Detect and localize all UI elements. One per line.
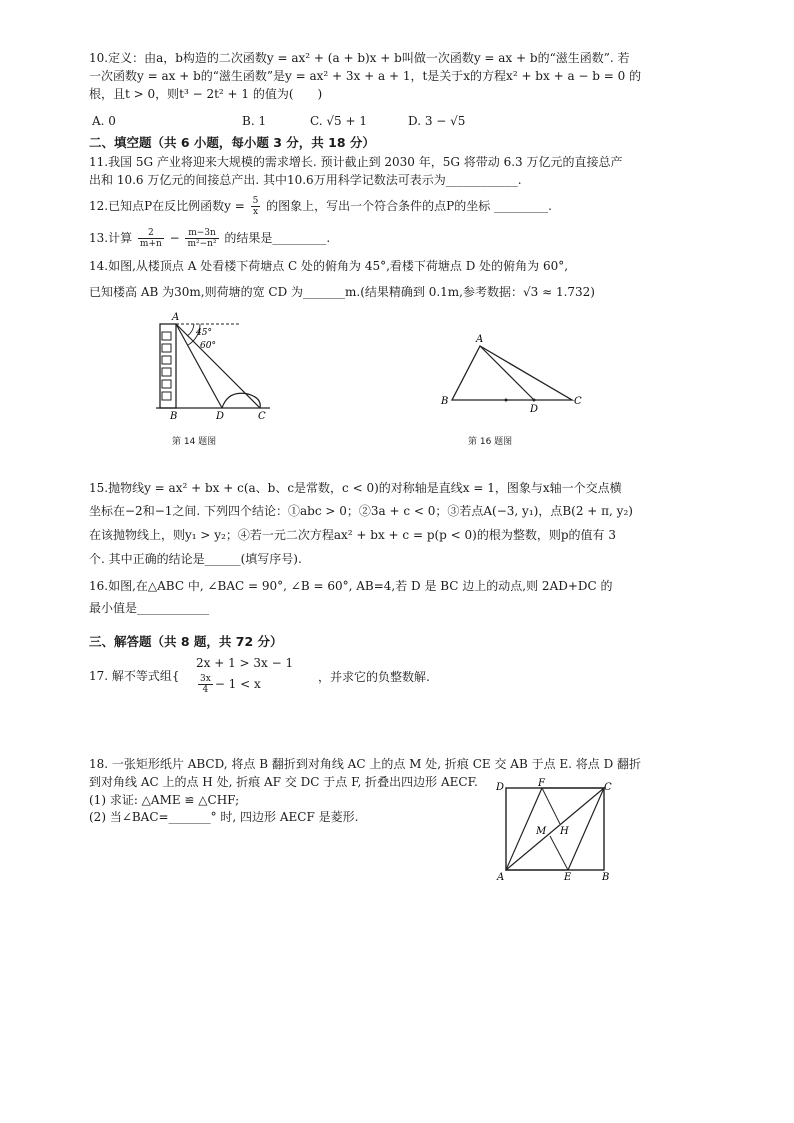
fig14-label-b: B	[170, 411, 178, 422]
q17-fraction	[198, 674, 213, 695]
q11-line-1: 11.我国 5G 产业将迎来大规模的需求增长. 预计截止到 2030 年，5G 将带动 6.3 万亿元的直接总产	[89, 155, 623, 169]
angle-45-arc	[187, 324, 194, 336]
fig18-label-f: F	[538, 778, 545, 789]
fig14-angle-45: 45°	[196, 328, 212, 338]
q15-line-1: 15.抛物线y = ax² + bx + c(a、b、c是常数，c < 0)的对称轴是直线x = 1，图象与x轴一个交点横	[89, 481, 622, 495]
figure-16-caption: 第 16 题图	[468, 437, 513, 447]
q11-line-2: 出和 10.6 万亿元的间接总产出. 其中10.6万用科学记数法可表示为____________.	[89, 173, 522, 187]
q13-f1-num: 2	[138, 228, 164, 239]
fig14-angle-60: 60°	[200, 341, 216, 351]
q12-fraction	[251, 196, 261, 217]
segment-fh	[542, 788, 560, 824]
q15-line-3: 在该抛物线上，则y₁ > y₂；④若一元二次方程ax² + bx + c = p(p < 0)的根为整数，则p的值有 3	[89, 528, 616, 542]
q14-line-1: 14.如图,从楼顶点 A 处看楼下荷塘点 C 处的俯角为 45°,看楼下荷塘点 D 处的俯角为 60°,	[89, 259, 569, 273]
point-d	[533, 399, 536, 402]
q13-post: 的结果是_________.	[220, 231, 331, 245]
section-2-heading: 二、填空题（共 6 小题，每小题 3 分，共 18 分）	[89, 135, 375, 150]
q10-line-1: 10.定义：由a，b构造的二次函数y = ax² + (a + b)x + b叫做一次函数y = ax + b的“滋生函数”. 若	[89, 51, 630, 65]
building	[160, 324, 176, 408]
q10-line-3: 根，且t > 0，则t³ − 2t² + 1 的值为( )	[89, 87, 323, 101]
fig18-label-a: A	[497, 872, 505, 882]
segment-em	[550, 836, 568, 870]
fig14-label-a: A	[172, 312, 180, 323]
q12-pre: 12.已知点P在反比例函数y =	[89, 199, 249, 213]
q13-pre: 13.计算	[89, 231, 136, 245]
q12-fraction-num: 5	[252, 196, 259, 206]
q10-option-c: C. √5 + 1	[310, 114, 367, 128]
sight-line-ac	[176, 324, 260, 408]
q18-line-4: (2) 当∠BAC=_______° 时, 四边形 AECF 是菱形.	[89, 810, 359, 824]
q17-suffix: ，并求它的负整数解.	[318, 670, 430, 684]
fig14-label-d: D	[216, 411, 225, 422]
figure-16	[436, 330, 586, 416]
q17-inequality-2-rest: − 1 < x	[214, 677, 261, 691]
figure-14-caption: 第 14 题图	[172, 437, 217, 447]
q17-prefix: 17. 解不等式组{	[89, 669, 180, 683]
fig16-label-a: A	[476, 334, 484, 345]
q12-fraction-den: x	[252, 207, 259, 217]
fig16-label-b: B	[441, 396, 449, 407]
q13-line	[89, 228, 729, 249]
q15-line-4: 个. 其中正确的结论是______(填写序号).	[89, 552, 302, 566]
q17-inequality-1: 2x + 1 > 3x − 1	[196, 656, 294, 670]
section-3-heading: 三、解答题（共 8 题，共 72 分）	[89, 634, 283, 649]
point-on-bc	[505, 399, 508, 402]
q13-f2-num: m−3n	[185, 228, 218, 239]
fig16-label-c: C	[574, 396, 582, 407]
q16-line-1: 16.如图,在△ABC 中, ∠BAC = 90°, ∠B = 60°, AB=4,若 D 是 BC 边上的动点,则 2AD+DC 的	[89, 579, 613, 593]
q18-line-3: (1) 求证: △AME ≌ △CHF;	[89, 793, 240, 807]
fig14-label-c: C	[258, 411, 266, 422]
q16-line-2: 最小值是____________	[89, 601, 210, 615]
q12-post: 的图象上，写出一个符合条件的点P的坐标 _________.	[262, 199, 552, 213]
q10-option-d: D. 3 − √5	[408, 114, 466, 128]
q13-minus: −	[165, 231, 184, 245]
q10-line-2: 一次函数y = ax + b的“滋生函数”是y = ax² + 3x + a + 1，t是关于x的方程x² + bx + a − b = 0 的	[89, 69, 642, 83]
fig16-label-d: D	[530, 404, 539, 415]
fig18-label-c: C	[604, 782, 612, 793]
fig18-label-b: B	[602, 872, 610, 882]
fig18-label-m: M	[536, 826, 547, 837]
q15-line-2: 坐标在−2和−1之间. 下列四个结论：①abc > 0；②3a + c < 0；③若点A(−3, y₁)，点B(2 + π, y₂)	[89, 504, 633, 518]
figure-18	[494, 778, 618, 882]
q13-fraction-2	[185, 228, 218, 249]
pond-shape	[222, 393, 260, 408]
fig18-label-h: H	[560, 826, 569, 837]
q13-fraction-1	[138, 228, 164, 249]
q10-option-b: B. 1	[242, 114, 267, 128]
fig18-label-e: E	[564, 872, 572, 882]
q18-line-2: 到对角线 AC 上的点 H 处, 折痕 AF 交 DC 于点 F, 折叠出四边形 AECF.	[89, 775, 478, 789]
q10-option-a: A. 0	[92, 114, 116, 128]
q17-fraction-num: 3x	[200, 674, 211, 684]
q12-line	[89, 196, 729, 217]
q17-inequality-2	[196, 674, 261, 695]
q17-fraction-den: 4	[202, 685, 209, 695]
figure-14	[150, 308, 280, 422]
q13-f2-den: m²−n²	[187, 239, 217, 249]
diagonal-ac	[506, 788, 604, 870]
q18-line-1: 18. 一张矩形纸片 ABCD, 将点 B 翻折到对角线 AC 上的点 M 处, 折痕 CE 交 AB 于点 E. 将点 D 翻折	[89, 757, 642, 771]
q13-f1-den: m+n	[139, 239, 162, 249]
triangle-abc	[452, 346, 572, 400]
q14-line-2: 已知楼高 AB 为30m,则荷塘的宽 CD 为_______m.(结果精确到 0.1m,参考数据：√3 ≈ 1.732)	[89, 285, 595, 299]
fig18-label-d: D	[496, 782, 505, 793]
